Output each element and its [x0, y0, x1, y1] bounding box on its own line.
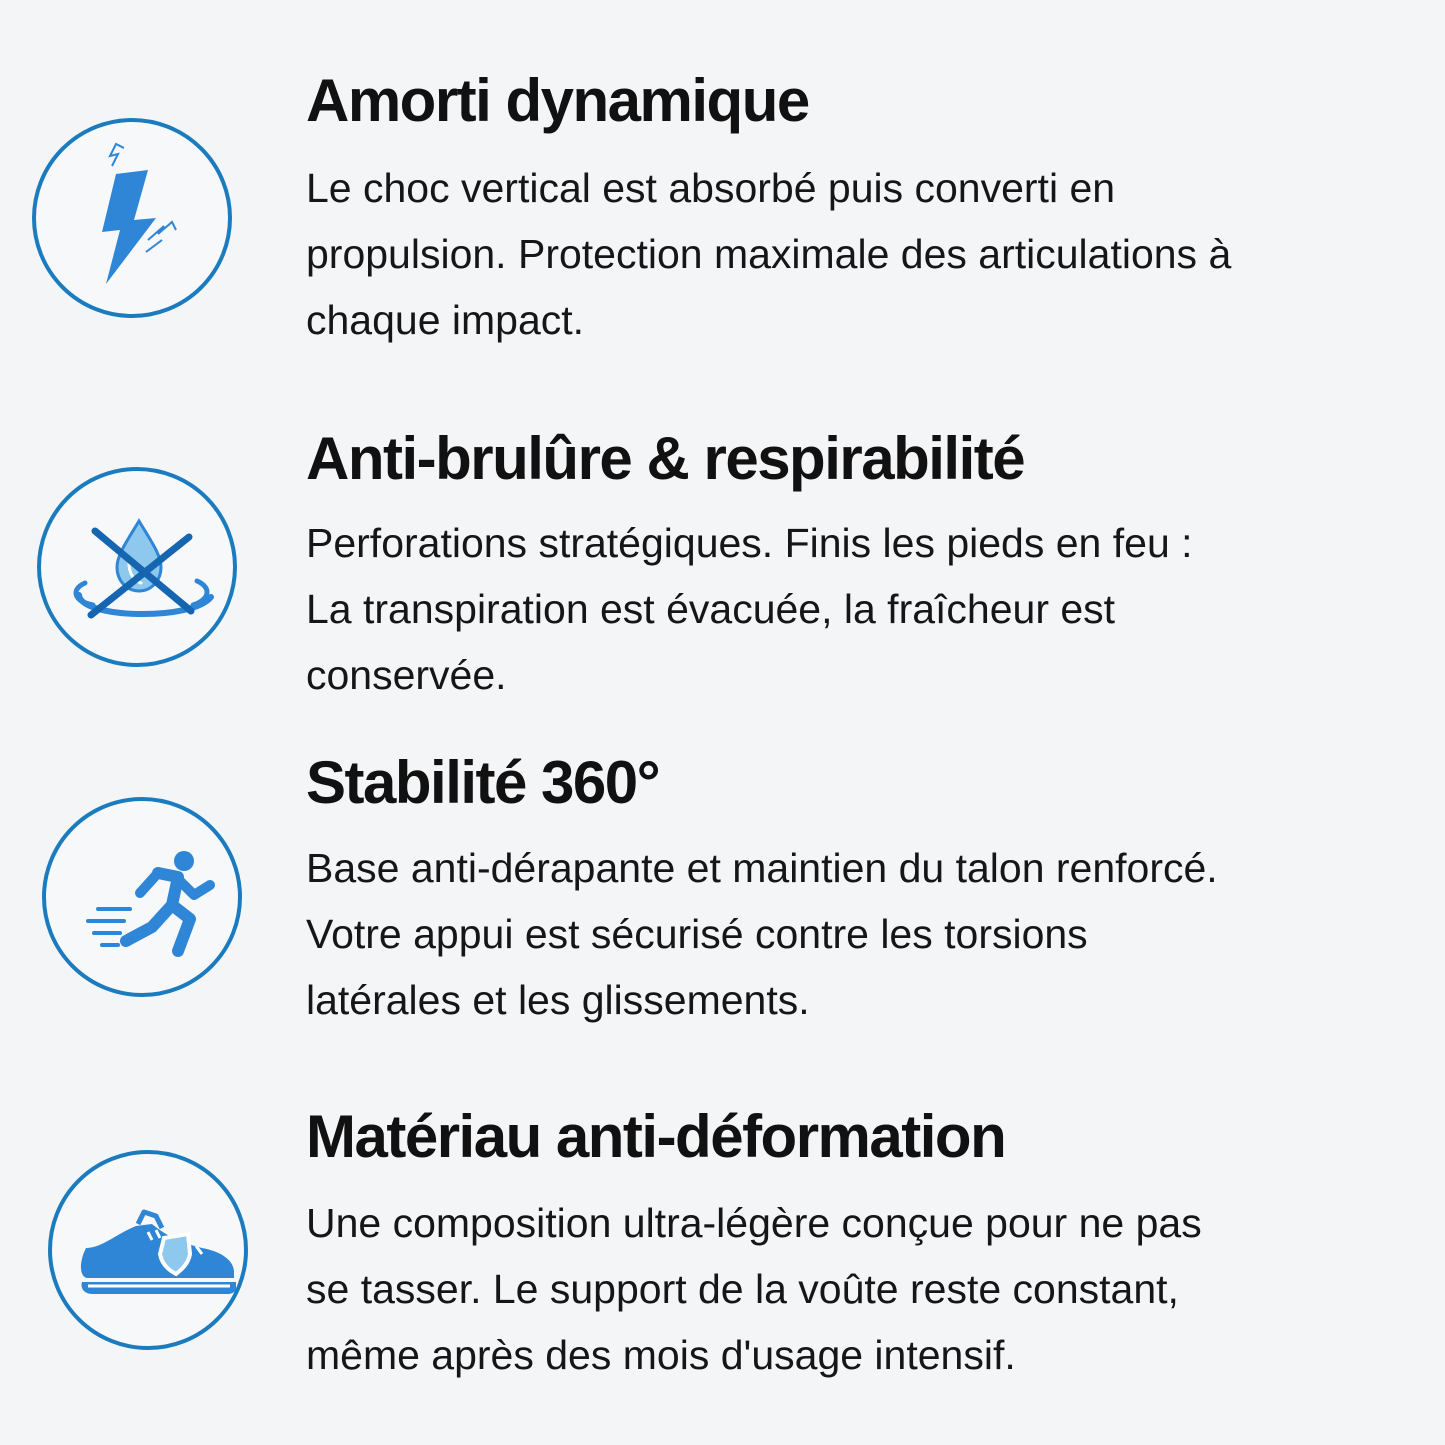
description-line: Perforations stratégiques. Finis les pieds en feu : [306, 520, 1193, 566]
feature-description [306, 155, 1416, 353]
feature-title: Anti-brulûre & respirabilité [306, 425, 1025, 492]
description-line: chaque impact. [306, 297, 585, 343]
description-line: Le choc vertical est absorbé puis converti en [306, 165, 1116, 211]
description-line: Base anti-dérapante et maintien du talon renforcé. [306, 845, 1218, 891]
description-line: même après des mois d'usage intensif. [306, 1332, 1016, 1378]
feature-icon-ring [42, 797, 242, 997]
description-line: se tasser. Le support de la voûte reste constant, [306, 1266, 1179, 1312]
water-drop-crossed-icon [41, 471, 233, 663]
feature-title: Amorti dynamique [306, 67, 809, 134]
description-line: propulsion. Protection maximale des articulations à [306, 231, 1232, 277]
running-person-icon [46, 801, 238, 993]
feature-icon-ring [37, 467, 237, 667]
feature-icon-ring [32, 118, 232, 318]
shoe-shield-icon [52, 1154, 244, 1346]
description-line: Votre appui est sécurisé contre les torsions [306, 911, 1088, 957]
feature-description [306, 835, 1416, 1033]
lightning-icon [36, 122, 228, 314]
feature-icon-ring [48, 1150, 248, 1350]
description-line: latérales et les glissements. [306, 977, 810, 1023]
feature-title: Stabilité 360° [306, 749, 660, 816]
description-line: La transpiration est évacuée, la fraîcheur est [306, 586, 1116, 632]
feature-description [306, 1190, 1416, 1388]
description-line: conservée. [306, 652, 507, 698]
feature-title: Matériau anti-déformation [306, 1103, 1006, 1170]
feature-description [306, 510, 1416, 708]
description-line: Une composition ultra-légère conçue pour ne pas [306, 1200, 1202, 1246]
